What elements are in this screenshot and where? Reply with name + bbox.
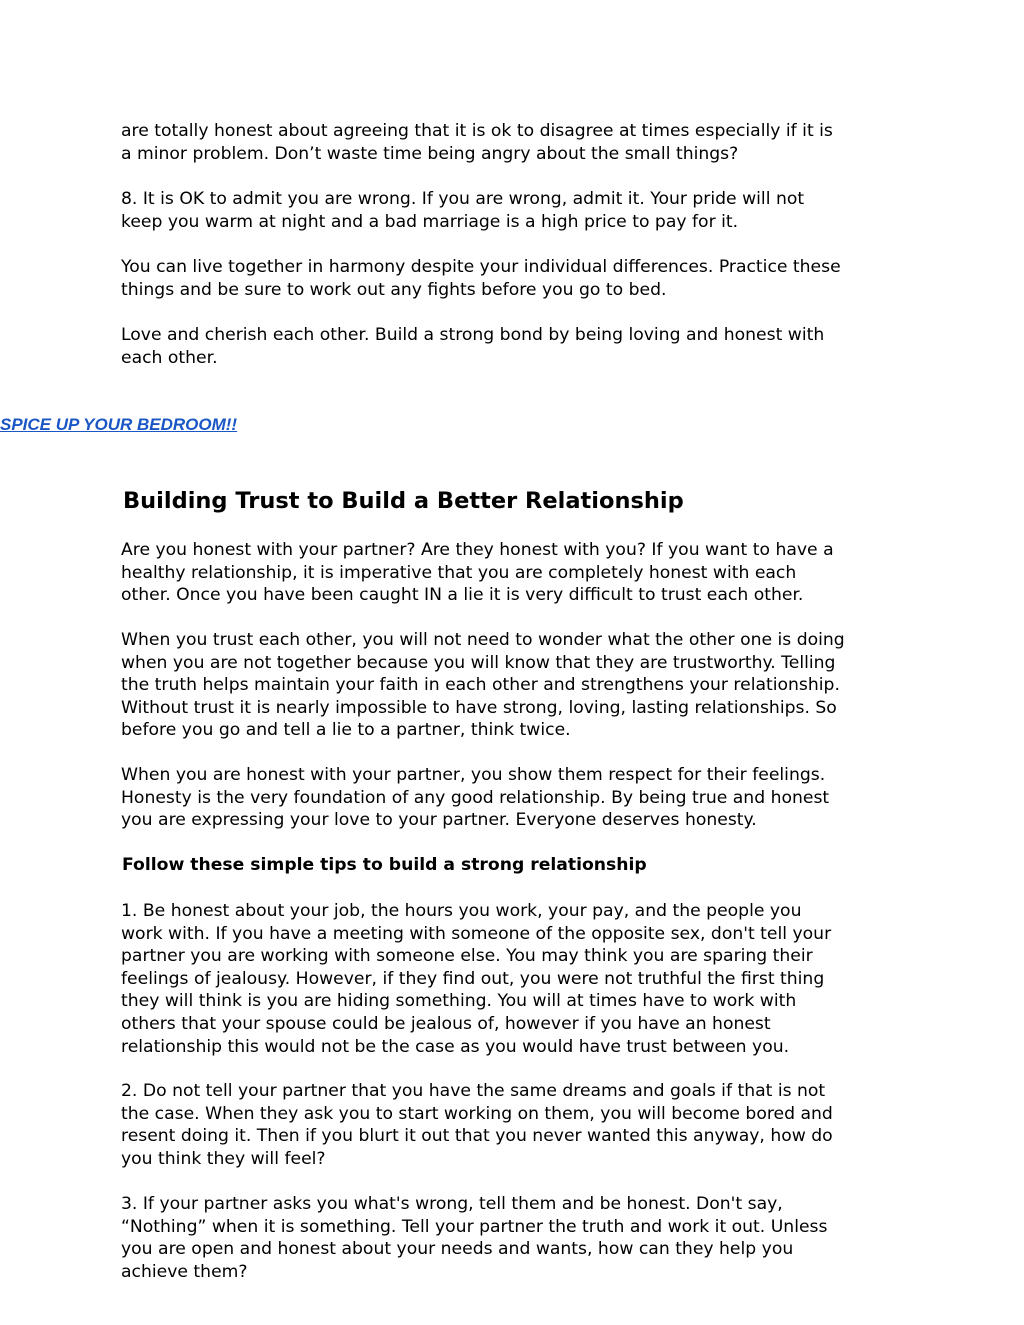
intro-paragraph-3: You can live together in harmony despite your individual differences. Practice these things and be sure to work out any fights before you go to bed.	[121, 257, 841, 300]
intro-paragraph-2: 8. It is OK to admit you are wrong. If you are wrong, admit it. Your pride will not keep you warm at night and a bad marriage is a high price to pay for it.	[121, 189, 805, 232]
tip-1: 1. Be honest about your job, the hours you work, your pay, and the people you work with. If you have a meeting with someone of the opposite sex, don't tell your partner you are working with someone else. You may think you are sparing their feelings of jealousy. However, if they find out, you were not truthful the first thing they will think is you are hiding something. You will at times have to work with others that your spouse could be jealous of, however if you have an honest relationship this would not be the case as you would have trust between you.	[121, 901, 832, 1057]
article-paragraph-3: When you are honest with your partner, you show them respect for their feelings. Honesty is the very foundation of any good relationship. By being true and honest you are expressing your love to your partner. Everyone deserves honesty.	[121, 765, 830, 831]
promo-link[interactable]: SPICE UP YOUR BEDROOM!!	[0, 415, 238, 434]
intro-paragraph-1: are totally honest about agreeing that it is ok to disagree at times especially if it is a minor problem. Don’t waste time being angry about the small things?	[121, 121, 833, 164]
article-title: Building Trust to Build a Better Relationship	[123, 488, 684, 514]
article-paragraph-1: Are you honest with your partner? Are they honest with you? If you want to have a healthy relationship, it is imperative that you are completely honest with each other. Once you have been caught IN a lie it is very difficult to trust each other.	[121, 540, 834, 606]
article-paragraph-2: When you trust each other, you will not need to wonder what the other one is doing when you are not together because you will know that they are trustworthy. Telling the truth helps maintain your faith in each other and strengthens your relationship. Without trust it is nearly impossible to have strong, loving, lasting relationships. So before you go and tell a lie to a partner, think twice.	[121, 630, 845, 741]
tip-2: 2. Do not tell your partner that you have the same dreams and goals if that is not the case. When they ask you to start working on them, you will become bored and resent doing it. Then if you blurt it out that you never wanted this anyway, how do you think they will feel?	[121, 1081, 833, 1169]
tips-heading: Follow these simple tips to build a strong relationship	[122, 855, 647, 875]
intro-paragraph-4: Love and cherish each other. Build a strong bond by being loving and honest with each other.	[121, 325, 825, 368]
tip-3: 3. If your partner asks you what's wrong, tell them and be honest. Don't say, “Nothing” when it is something. Tell your partner the truth and work it out. Unless you are open and honest about your needs and wants, how can they help you achieve them?	[121, 1194, 828, 1282]
